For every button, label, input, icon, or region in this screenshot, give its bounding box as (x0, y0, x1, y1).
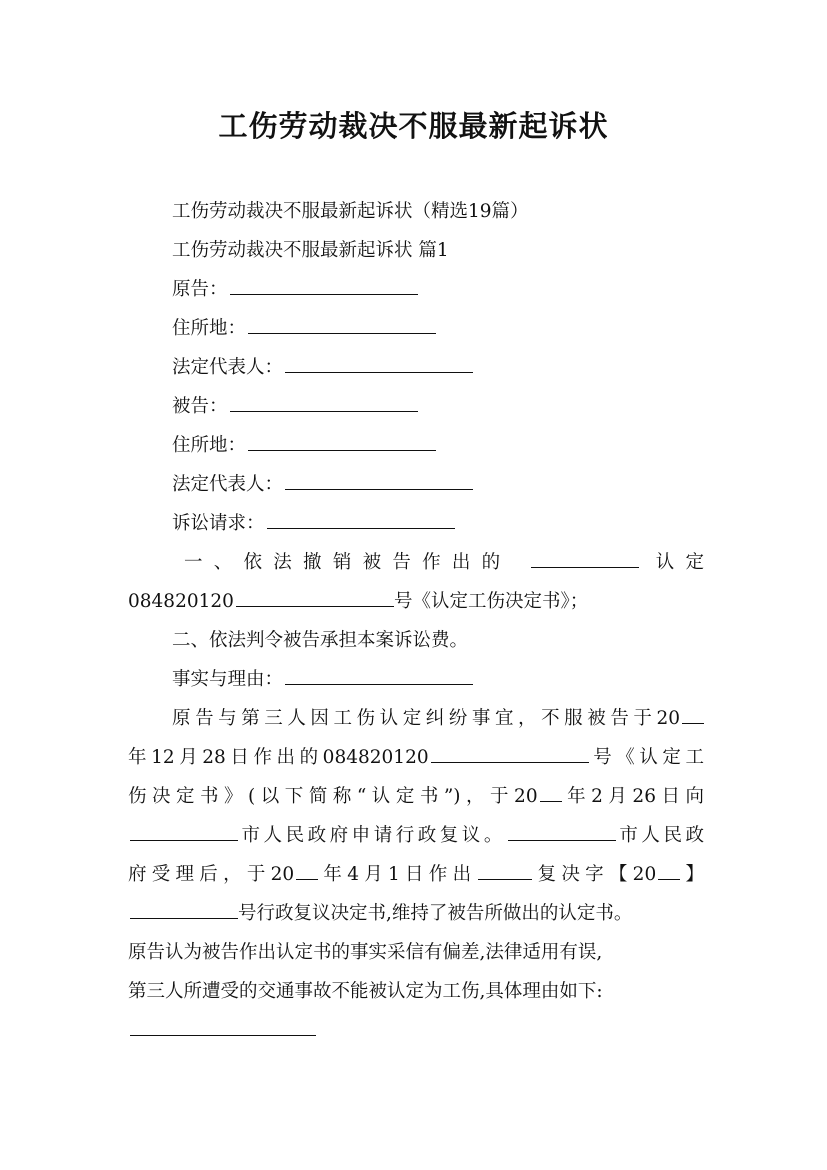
reasons-blank (130, 1013, 316, 1036)
plaintiff-field (128, 270, 704, 309)
plaintiff-address-label: 住所地： (172, 318, 247, 339)
plaintiff-blank (230, 272, 418, 295)
claim-item-1-blank-a (531, 545, 639, 568)
defendant-address-field (128, 426, 704, 465)
plaintiff-rep-field (128, 348, 704, 387)
facts-text-9: 年4月1日作出 (318, 864, 477, 885)
section-heading: 工伤劳动裁决不服最新起诉状 篇1 (172, 240, 449, 261)
claims-label: 诉讼请求： (172, 513, 265, 534)
claim-item-1-line-1 (128, 543, 704, 582)
year-blank-2 (540, 779, 562, 802)
defendant-rep-label: 法定代表人： (172, 474, 284, 495)
claims-field (128, 504, 704, 543)
city-blank-2 (508, 818, 616, 841)
defendant-rep-field (128, 465, 704, 504)
facts-text-7: 市人民政 (615, 825, 704, 846)
year-blank-3 (296, 857, 318, 880)
facts-text-8: 府受理后，于20 (128, 864, 295, 885)
facts-text-6: 市人民政府申请行政复议。 (238, 825, 506, 846)
facts-text-11: 】 (680, 864, 704, 885)
claim-item-1-number: 084820120 (128, 591, 234, 612)
claims-blank (267, 506, 455, 529)
decision-prefix-blank (478, 857, 532, 880)
facts-text-10: 复决字【20 (532, 864, 657, 885)
defendant-label: 被告： (172, 396, 228, 417)
facts-blank (285, 662, 473, 685)
facts-para-line-1 (128, 699, 704, 738)
facts-text-1: 原告与第三人因工伤认定纠纷事宜，不服被告于20 (172, 708, 680, 729)
facts-para-line-8: 第三人所遭受的交通事故不能被认定为工伤,具体理由如下: (128, 981, 603, 1002)
facts-text-3: 号《认定工 (588, 747, 704, 768)
facts-text-2: 年12月28日作出的084820120 (128, 747, 429, 768)
claim-item-1-text-b: 认定 (655, 552, 704, 573)
decision-number-blank (130, 896, 238, 919)
plaintiff-rep-label: 法定代表人： (172, 357, 284, 378)
facts-field (128, 660, 704, 699)
plaintiff-address-blank (248, 311, 436, 334)
year-blank-1 (682, 701, 704, 724)
plaintiff-label: 原告： (172, 279, 228, 300)
facts-para-line-7: 原告认为被告作出认定书的事实采信有偏差,法律适用有误, (128, 942, 603, 963)
city-blank-1 (130, 818, 238, 841)
facts-para-line-5 (128, 855, 704, 894)
document-title: 工伤劳动裁决不服最新起诉状 (218, 109, 609, 143)
subtitle: 工伤劳动裁决不服最新起诉状（精选19篇） (172, 201, 529, 222)
claim-item-1-blank-b (236, 584, 394, 607)
claim-item-1-line-2 (128, 582, 704, 621)
facts-para-line-2 (128, 738, 704, 777)
facts-label: 事实与理由： (172, 669, 284, 690)
facts-para-line-6 (128, 894, 704, 933)
defendant-field (128, 387, 704, 426)
defendant-address-label: 住所地： (172, 435, 247, 456)
defendant-blank (230, 389, 418, 412)
plaintiff-rep-blank (285, 350, 473, 373)
claim-item-1-text-d: 号《认定工伤决定书》； (393, 591, 589, 612)
facts-para-line-3 (128, 777, 704, 816)
facts-para-line-4 (128, 816, 704, 855)
defendant-address-blank (248, 428, 436, 451)
facts-para-line-9 (128, 1011, 704, 1050)
claim-item-1-text-a: 一、依法撤销被告作出的 (184, 552, 512, 573)
facts-text-12: 号行政复议决定书,维持了被告所做出的认定书。 (238, 903, 633, 924)
claim-item-2: 二、依法判令被告承担本案诉讼费。 (172, 630, 469, 651)
facts-text-5: 年2月26日向 (561, 786, 704, 807)
doc-number-blank (431, 740, 589, 763)
plaintiff-address-field (128, 309, 704, 348)
defendant-rep-blank (285, 467, 473, 490)
facts-text-4: 伤决定书》(以下简称“认定书”)，于20 (128, 786, 538, 807)
year-blank-4 (658, 857, 680, 880)
document-body (128, 192, 704, 1050)
